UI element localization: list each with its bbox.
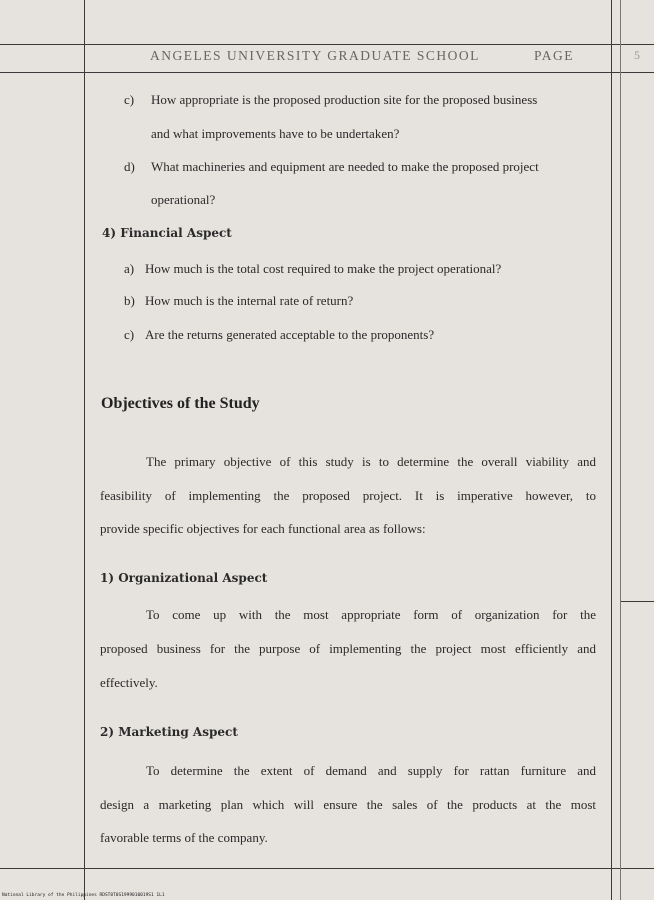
- list-item-text: How much is the total cost required to make the project operational?: [145, 261, 502, 276]
- section-heading: 4) Financial Aspect: [102, 226, 232, 240]
- bottom-rule: [0, 868, 654, 869]
- header-title: ANGELES UNIVERSITY GRADUATE SCHOOL: [150, 48, 480, 63]
- list-item-text: How much is the internal rate of return?: [145, 293, 354, 308]
- list-item-text: and what improvements have to be undertaken?: [151, 126, 400, 141]
- left-margin-line: [84, 0, 85, 900]
- paragraph-line: favorable terms of the company.: [100, 830, 268, 845]
- section-title: Objectives of the Study: [101, 395, 260, 412]
- scan-footer: National Library of the Philippines RDST0T0S1999010019S1 1L1: [2, 893, 165, 898]
- header-page-label: PAGE: [534, 48, 575, 63]
- section-heading: 2) Marketing Aspect: [100, 725, 238, 739]
- list-marker: b): [124, 293, 135, 308]
- paragraph-line: feasibility of implementing the proposed project. It is imperative however, to: [100, 488, 596, 503]
- paragraph-line: design a marketing plan which will ensure the sales of the products at the most: [100, 797, 596, 812]
- list-item-text: How appropriate is the proposed production site for the proposed business: [151, 92, 538, 107]
- list-marker: d): [124, 159, 135, 174]
- top-rule: [0, 44, 654, 45]
- paragraph-line: To come up with the most appropriate form of organization for the: [146, 607, 596, 622]
- right-edge-line: [620, 0, 621, 900]
- paragraph-line: provide specific objectives for each functional area as follows:: [100, 521, 426, 536]
- paragraph-line: proposed business for the purpose of implementing the project most efficiently and: [100, 641, 596, 656]
- paragraph-line: To determine the extent of demand and supply for rattan furniture and: [146, 763, 596, 778]
- paragraph-line: effectively.: [100, 675, 158, 690]
- list-marker: a): [124, 261, 135, 276]
- section-heading: 1) Organizational Aspect: [100, 571, 268, 585]
- list-item-text: operational?: [151, 192, 216, 207]
- page-number: 5: [634, 48, 640, 62]
- list-item-text: What machineries and equipment are needed to make the proposed project: [151, 159, 539, 174]
- right-tick-rule: [620, 601, 654, 602]
- paragraph-line: The primary objective of this study is to determine the overall viability and: [146, 454, 596, 469]
- header-rule: [0, 72, 654, 73]
- list-marker: c): [124, 327, 135, 342]
- right-margin-line: [611, 0, 612, 900]
- list-item-text: Are the returns generated acceptable to the proponents?: [145, 327, 435, 342]
- list-marker: c): [124, 92, 135, 107]
